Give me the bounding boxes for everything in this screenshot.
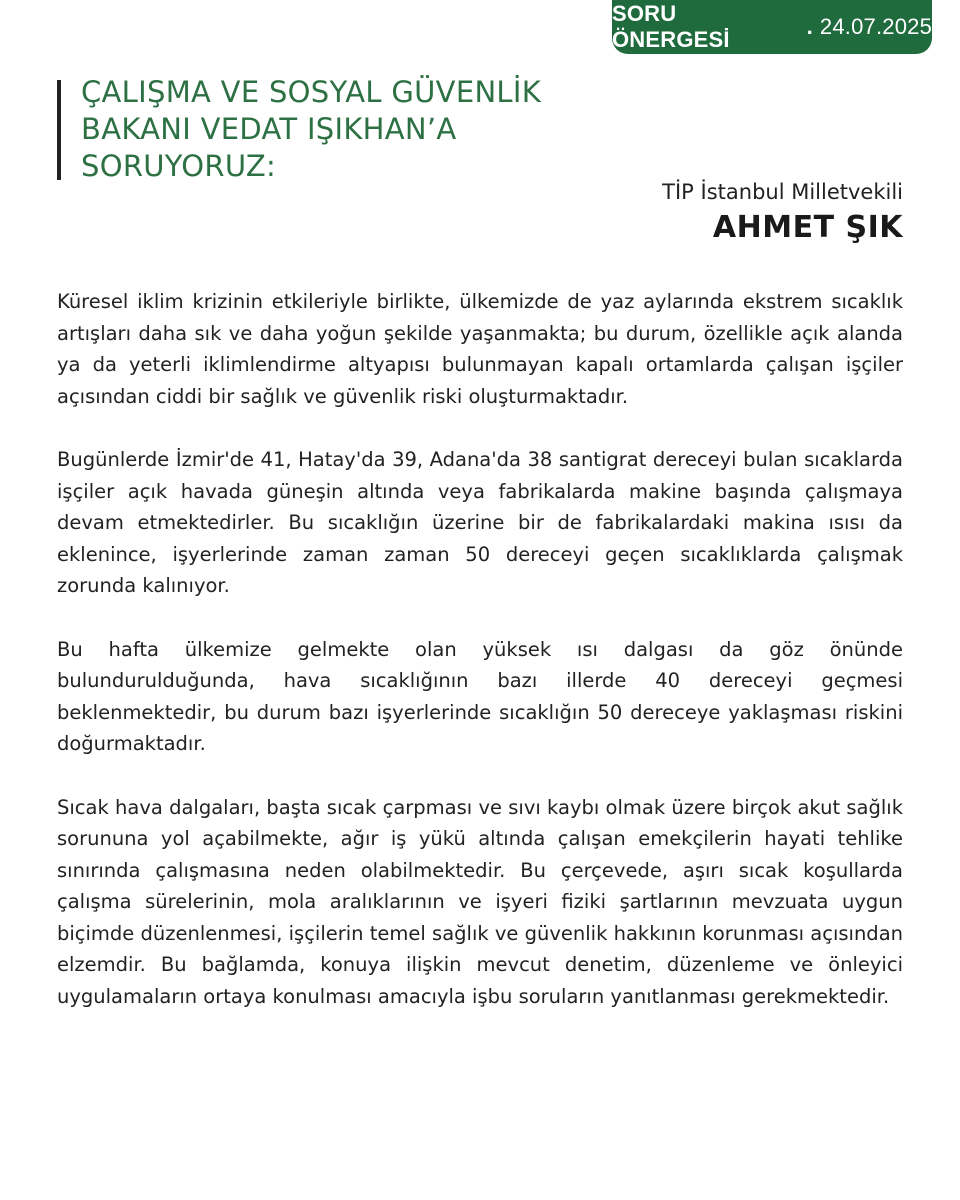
document-type-badge	[612, 0, 932, 54]
paragraph-1: Küresel iklim krizinin etkileriyle birlikte, ülkemizde de yaz aylarında ekstrem sıcaklık artışları daha sık ve daha yoğun şekilde yaşanmakta; bu durum, özellikle açık alanda ya da yeterli iklimlendirme altyapısı bulunmayan kapalı ortamlarda çalışan işçiler açısından ciddi bir sağlık ve güvenlik riski oluşturmaktadır.	[57, 290, 903, 408]
badge-label: SORU ÖNERGESİ	[612, 1, 730, 52]
paragraph-3: Bu hafta ülkemize gelmekte olan yüksek ısı dalgası da göz önünde bulundurulduğunda, hava sıcaklığının bazı illerde 40 dereceyi geçmesi beklenmektedir, bu durum bazı işyerlerinde sıcaklığın 50 dereceye yaklaşması riskini doğurmaktadır.	[57, 637, 903, 755]
body-text	[57, 286, 903, 1044]
heading-accent-bar	[57, 80, 61, 180]
title-line-1: ÇALIŞMA VE SOSYAL GÜVENLİK	[81, 75, 542, 109]
author-role: TİP İstanbul Milletvekili	[662, 180, 903, 204]
paragraph-2: Bugünlerde İzmir'de 41, Hatay'da 39, Adana'da 38 santigrat dereceyi bulan sıcaklarda işçiler açık havada güneşin altında veya fabrikalarda makine başında çalışmaya devam etmektedirler. Bu sıcaklığın üzerine bir de fabrikalardaki makina ısısı da eklenince, işyerlerinde zaman zaman 50 dereceyi geçen sıcaklıklarda çalışmak zorunda kalınıyor.	[57, 448, 903, 597]
page-title	[81, 74, 541, 185]
badge-date: 24.07.2025	[819, 14, 932, 39]
title-line-2: BAKANI VEDAT IŞIKHAN’A	[81, 112, 457, 146]
author-name: AHMET ŞIK	[712, 210, 903, 245]
badge-separator: .	[806, 14, 813, 39]
title-line-3: SORUYORUZ:	[81, 149, 277, 183]
heading-block	[57, 75, 657, 183]
paragraph-4: Sıcak hava dalgaları, başta sıcak çarpması ve sıvı kaybı olmak üzere birçok akut sağlık sorununa yol açabilmekte, ağır iş yükü altında çalışan emekçilerin hayati tehlike sınırında çalışmasına neden olabilmektedir. Bu çerçevede, aşırı sıcak koşullarda çalışma sürelerinin, mola aralıklarının ve işyeri fiziki şartlarının mevzuata uygun biçimde düzenlenmesi, işçilerin temel sağlık ve güvenlik hakkının korunması açısından elzemdir. Bu bağlamda, konuya ilişkin mevcut denetim, düzenleme ve önleyici uygulamaların ortaya konulması amacıyla işbu soruların yanıtlanması gerekmektedir.	[57, 795, 903, 1008]
